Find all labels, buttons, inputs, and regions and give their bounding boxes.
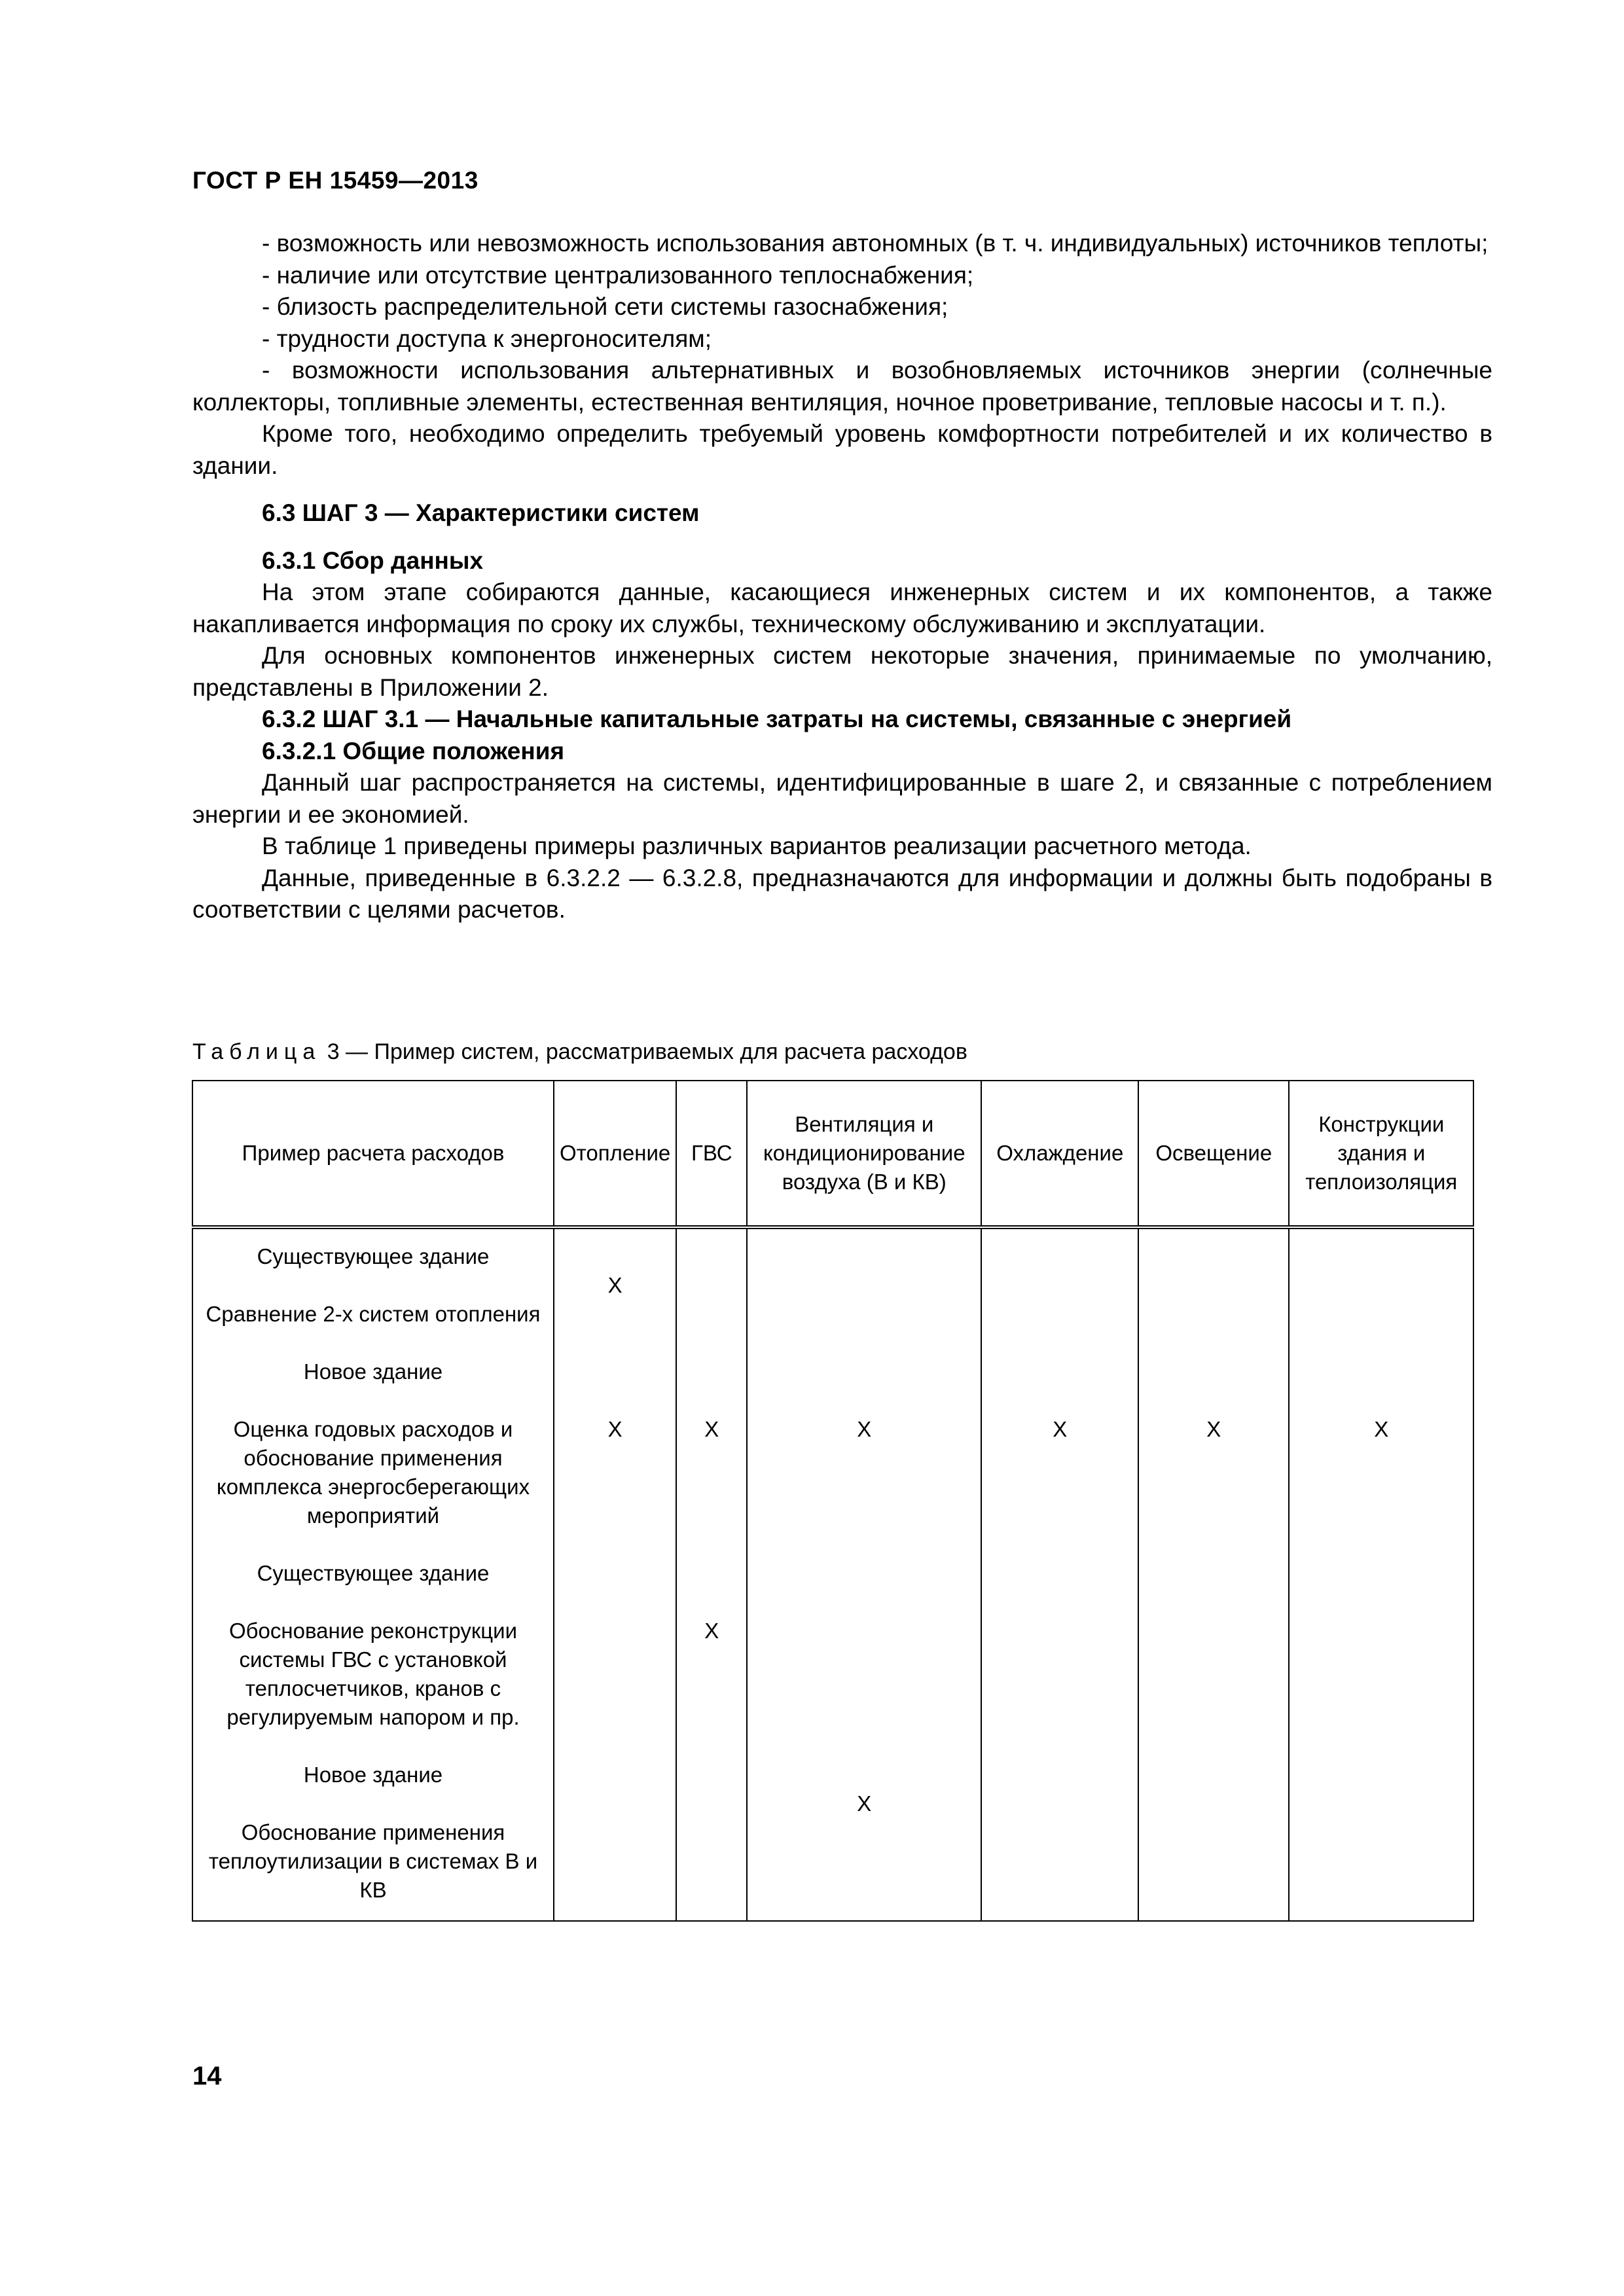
subsection-heading: 6.3.1 Сбор данных <box>262 547 484 574</box>
mark-cell <box>1289 1344 1473 1546</box>
mark: X <box>1374 1417 1389 1441</box>
section-heading: 6.3 ШАГ 3 — Характеристики систем <box>262 499 700 526</box>
mark-cell <box>676 1227 747 1344</box>
mark-cell <box>676 1546 747 1748</box>
example-description: Обоснование реконструкции системы ГВС с установкой теплосчетчиков, кранов с регулируемым напором и пр. <box>226 1619 520 1729</box>
paragraph: Кроме того, необходимо определить требуемый уровень комфортности потребителей и их количество в здании. <box>192 420 1492 479</box>
mark-cell <box>1138 1748 1289 1921</box>
list-item: - трудности доступа к энергоносителям; <box>262 325 712 352</box>
building-type: Существующее здание <box>257 1561 490 1585</box>
mark-cell <box>554 1546 676 1748</box>
list-item: - возможности использования альтернативных и возобновляемых источников энергии (солнечные коллекторы, топливные элементы, естественная вентиляция, ночное проветривание, тепловые насосы и т. п.). <box>192 357 1492 416</box>
example-description: Обоснование применения теплоутилизации в системах В и КВ <box>208 1820 538 1902</box>
mark: X <box>857 1417 872 1441</box>
table-row <box>192 1748 1473 1921</box>
mark: X <box>704 1619 719 1643</box>
example-description: Сравнение 2-х систем отопления <box>206 1302 541 1326</box>
building-type: Новое здание <box>303 1359 443 1384</box>
building-type: Существующее здание <box>257 1244 490 1268</box>
paragraph: Данные, приведенные в 6.3.2.2 — 6.3.2.8, предназначаются для информации и должны быть подобраны в соответствии с целями расчетов. <box>192 864 1492 923</box>
example-cell <box>192 1546 554 1748</box>
document-header: ГОСТ Р ЕН 15459—2013 <box>192 167 478 194</box>
table-caption <box>192 1039 967 1065</box>
paragraph: На этом этапе собираются данные, касающиеся инженерных систем и их компонентов, а также накапливается информация по сроку их службы, техническому обслуживанию и эксплуатации. <box>192 579 1492 637</box>
column-header: Конструкции здания и теплоизоляция <box>1289 1081 1473 1227</box>
mark-cell <box>676 1748 747 1921</box>
page-number: 14 <box>192 2062 222 2090</box>
list-item: - возможность или невозможность использования автономных (в т. ч. индивидуальных) источников теплоты; <box>262 230 1489 257</box>
mark: X <box>607 1273 623 1297</box>
example-description: Оценка годовых расходов и обоснование применения комплекса энергосберегающих мероприятий <box>216 1417 530 1528</box>
mark-cell <box>981 1344 1138 1546</box>
mark-cell <box>1138 1546 1289 1748</box>
mark: X <box>857 1791 872 1816</box>
column-header: Охлаждение <box>981 1081 1138 1227</box>
paragraph: В таблице 1 приведены примеры различных вариантов реализации расчетного метода. <box>262 833 1252 859</box>
building-type: Новое здание <box>303 1763 443 1787</box>
column-header: Освещение <box>1138 1081 1289 1227</box>
paragraph: Данный шаг распространяется на системы, идентифицированные в шаге 2, и связанные с потреблением энергии и ее экономией. <box>192 769 1492 828</box>
mark-cell <box>1138 1344 1289 1546</box>
mark-cell <box>747 1748 981 1921</box>
mark-cell <box>1289 1748 1473 1921</box>
mark-cell <box>554 1344 676 1546</box>
mark: X <box>704 1417 719 1441</box>
mark-cell <box>981 1546 1138 1748</box>
example-cell <box>192 1227 554 1344</box>
body-text <box>192 228 1492 926</box>
table-caption-label: Таблица <box>192 1039 321 1064</box>
mark-cell <box>1289 1546 1473 1748</box>
mark: X <box>1053 1417 1068 1441</box>
example-cell <box>192 1748 554 1921</box>
table-row <box>192 1344 1473 1546</box>
column-header: ГВС <box>676 1081 747 1227</box>
cost-systems-table <box>192 1080 1474 1922</box>
mark-cell <box>747 1344 981 1546</box>
mark-cell <box>747 1546 981 1748</box>
subsection-heading: 6.3.2.1 Общие положения <box>262 737 565 764</box>
table-row <box>192 1227 1473 1344</box>
table-caption-text: 3 — Пример систем, рассматриваемых для расчета расходов <box>321 1039 967 1064</box>
subsection-heading: 6.3.2 ШАГ 3.1 — Начальные капитальные затраты на системы, связанные с энергией <box>262 706 1292 732</box>
mark-cell <box>676 1344 747 1546</box>
example-cell <box>192 1344 554 1546</box>
column-header: Вентиляция и кондиционирование воздуха (В и КВ) <box>747 1081 981 1227</box>
mark: X <box>607 1417 623 1441</box>
mark: X <box>1206 1417 1221 1441</box>
mark-cell <box>554 1227 676 1344</box>
mark-cell <box>747 1227 981 1344</box>
table-header-row <box>192 1081 1473 1227</box>
column-header: Пример расчета расходов <box>192 1081 554 1227</box>
mark-cell <box>981 1227 1138 1344</box>
mark-cell <box>981 1748 1138 1921</box>
column-header: Отопление <box>554 1081 676 1227</box>
list-item: - близость распределительной сети системы газоснабжения; <box>262 293 948 320</box>
mark-cell <box>1138 1227 1289 1344</box>
list-item: - наличие или отсутствие централизованного теплоснабжения; <box>262 261 974 289</box>
mark-cell <box>554 1748 676 1921</box>
table-row <box>192 1546 1473 1748</box>
paragraph: Для основных компонентов инженерных систем некоторые значения, принимаемые по умолчанию, представлены в Приложении 2. <box>192 642 1492 701</box>
mark-cell <box>1289 1227 1473 1344</box>
